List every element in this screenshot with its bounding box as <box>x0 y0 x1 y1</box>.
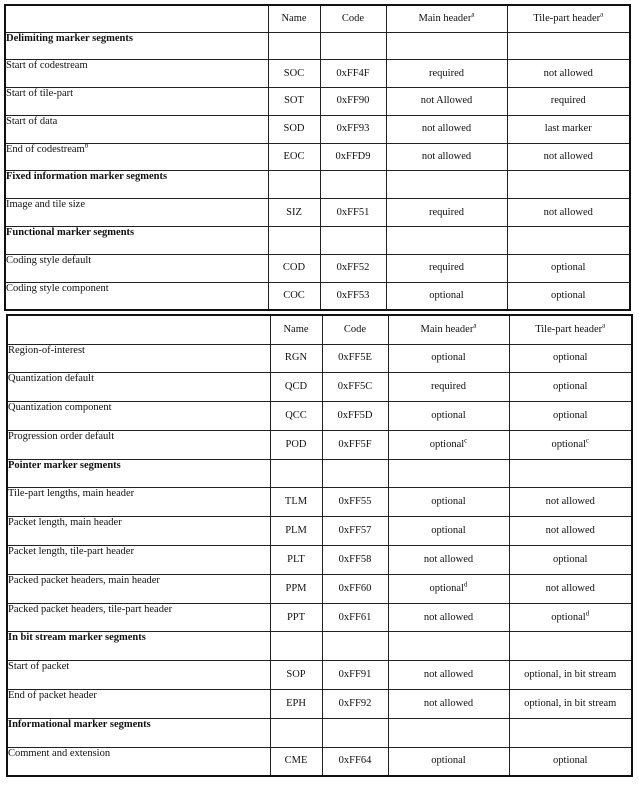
marker-segment-label <box>7 373 270 402</box>
tile-part-status <box>507 199 630 227</box>
tile-part-status-text: optional <box>553 409 588 421</box>
marker-code <box>322 517 388 546</box>
tile-part-status-text: not allowed <box>543 206 593 218</box>
tile-part-status-text: optional <box>553 352 588 364</box>
section-title <box>7 632 270 661</box>
marker-name <box>270 517 322 546</box>
empty-cell <box>322 718 388 747</box>
marker-name <box>268 60 320 88</box>
main-header-status <box>388 546 509 575</box>
header-row <box>5 5 630 32</box>
main-header-status <box>388 690 509 719</box>
empty-cell <box>388 459 509 488</box>
marker-name-text: PLT <box>287 553 305 565</box>
footnote-mark: d <box>585 609 590 618</box>
marker-name <box>270 603 322 632</box>
main-header-status <box>388 747 509 776</box>
tile-part-status-text: optional, in bit stream <box>524 697 617 709</box>
tile-part-status-text: optional <box>551 438 586 450</box>
main-header-status-text: optional <box>431 409 466 421</box>
empty-cell <box>268 171 320 199</box>
empty-cell <box>320 171 386 199</box>
marker-name <box>270 402 322 431</box>
main-header-status <box>386 88 507 116</box>
marker-name <box>268 143 320 171</box>
table-row <box>5 282 630 310</box>
marker-code-text: 0xFF60 <box>338 582 372 594</box>
main-header-status-text: optional <box>431 525 466 537</box>
tile-part-status-text: not allowed <box>545 496 595 508</box>
marker-code-text: 0xFF57 <box>338 525 372 537</box>
marker-code-text: 0xFF5F <box>338 438 372 450</box>
marker-code <box>322 402 388 431</box>
tile-part-status <box>509 344 632 373</box>
marker-code <box>322 747 388 776</box>
footnote-mark: c <box>585 436 590 445</box>
main-header-status-text: required <box>429 67 464 79</box>
main-header-status <box>386 115 507 143</box>
marker-name <box>270 430 322 459</box>
marker-segment-label-text: Progression order default <box>8 430 115 442</box>
table-row <box>5 254 630 282</box>
footnote-mark: a <box>602 321 606 330</box>
table-row <box>7 546 632 575</box>
marker-segment-label <box>5 254 268 282</box>
marker-code <box>322 373 388 402</box>
header-name: Name <box>268 5 320 32</box>
marker-segment-label <box>7 430 270 459</box>
marker-code <box>322 574 388 603</box>
table-row <box>5 88 630 116</box>
tile-part-status-text: optional <box>551 262 586 274</box>
marker-segment-label-text: Packet length, tile-part header <box>8 546 134 558</box>
empty-cell <box>388 632 509 661</box>
main-header-status <box>388 430 509 459</box>
main-header-status <box>388 517 509 546</box>
marker-segment-label-text: Packet length, main header <box>8 517 122 529</box>
tile-part-status-text: required <box>550 95 586 107</box>
marker-code-text: 0xFF5E <box>338 352 372 364</box>
main-header-status-text: not allowed <box>423 669 474 681</box>
empty-cell <box>386 171 507 199</box>
tile-part-status-text: optional <box>551 289 586 301</box>
empty-cell <box>268 32 320 60</box>
marker-segment-label-text: Quantization component <box>8 402 112 414</box>
marker-code-text: 0xFF4F <box>336 67 370 79</box>
marker-segment-label-text: End of packet header <box>8 690 97 702</box>
marker-name-text: SIZ <box>286 206 302 218</box>
tile-part-status <box>509 546 632 575</box>
marker-segment-label-text: Start of packet <box>8 661 70 673</box>
marker-name-text: EPH <box>286 697 306 709</box>
empty-cell <box>507 171 630 199</box>
marker-code-text: 0xFF90 <box>336 95 370 107</box>
tile-part-status-text: optional <box>553 553 588 565</box>
main-header-status <box>386 143 507 171</box>
header-tile-part: Tile-part header$^a$ <box>509 315 632 344</box>
tile-part-status <box>507 282 630 310</box>
empty-cell <box>509 459 632 488</box>
marker-segment-label-text: Start of tile-part <box>6 88 74 100</box>
main-header-status <box>386 199 507 227</box>
tile-part-status <box>509 603 632 632</box>
marker-name <box>270 344 322 373</box>
marker-name-text: CME <box>284 755 308 767</box>
marker-code-text: 0xFF92 <box>338 697 372 709</box>
main-header-status-text: not allowed <box>423 611 474 623</box>
empty-cell <box>320 32 386 60</box>
main-header-status-text: optional <box>429 582 464 594</box>
marker-name <box>270 661 322 690</box>
marker-name-text: QCD <box>284 381 308 393</box>
section-title-text: In bit stream marker segments <box>8 632 146 644</box>
marker-segment-label-text: Coding style component <box>6 282 109 294</box>
empty-cell <box>322 459 388 488</box>
tile-part-status <box>509 373 632 402</box>
marker-code-text: 0xFF52 <box>336 262 370 274</box>
section-row <box>7 718 632 747</box>
main-header-status-text: optional <box>431 352 466 364</box>
marker-segment-label <box>5 199 268 227</box>
empty-cell <box>388 718 509 747</box>
marker-name-text: SOT <box>284 95 304 107</box>
section-row <box>7 459 632 488</box>
footnote-mark: a <box>600 10 604 19</box>
marker-code <box>320 60 386 88</box>
section-row <box>5 227 630 255</box>
marker-code-text: 0xFF91 <box>338 669 372 681</box>
main-header-status <box>386 60 507 88</box>
table-row <box>7 488 632 517</box>
header-main: Main header$^a$ <box>386 5 507 32</box>
table-row <box>5 60 630 88</box>
marker-segment-label <box>7 517 270 546</box>
section-title <box>7 718 270 747</box>
tile-part-status <box>509 402 632 431</box>
empty-cell <box>320 227 386 255</box>
marker-segment-label-text: Packed packet headers, main header <box>8 574 160 586</box>
table-row <box>5 199 630 227</box>
table-row <box>7 344 632 373</box>
header-tile-part: Tile-part header$^a$ <box>507 5 630 32</box>
table-row <box>7 574 632 603</box>
marker-segment-label-text: Start of codestream <box>6 60 88 72</box>
main-header-status-text: not Allowed <box>420 95 473 107</box>
marker-code-text: 0xFF55 <box>338 496 372 508</box>
section-title-text: Fixed information marker segments <box>6 171 168 183</box>
marker-name <box>268 115 320 143</box>
main-header-status <box>388 402 509 431</box>
marker-code <box>322 344 388 373</box>
section-title <box>5 171 268 199</box>
main-header-status-text: optional <box>429 289 464 301</box>
section-title-text: Informational marker segments <box>8 718 151 730</box>
main-header-status <box>388 603 509 632</box>
marker-code-text: 0xFFD9 <box>335 151 371 163</box>
tile-part-status-text: not allowed <box>543 151 593 163</box>
header-code: Code <box>322 315 388 344</box>
section-title <box>5 227 268 255</box>
marker-code-text: 0xFF51 <box>336 206 370 218</box>
header-code: Code <box>320 5 386 32</box>
marker-segment-label <box>7 488 270 517</box>
marker-name <box>270 373 322 402</box>
marker-segment-label <box>5 88 268 116</box>
marker-table-part-2 <box>6 314 633 777</box>
marker-name-text: PPT <box>286 611 306 623</box>
marker-segment-label <box>5 282 268 310</box>
marker-name-text: SOD <box>283 123 305 135</box>
main-header-status-text: optional <box>429 438 465 450</box>
main-header-status <box>386 254 507 282</box>
marker-segment-label-text: Region-of-interest <box>8 344 85 356</box>
marker-segment-label <box>7 690 270 719</box>
section-title <box>7 459 270 488</box>
main-header-status <box>388 574 509 603</box>
tile-part-status <box>509 661 632 690</box>
tile-part-status-text: optional <box>553 755 588 767</box>
main-header-status-text: not allowed <box>421 151 472 163</box>
header-label-cell <box>7 315 270 344</box>
section-row <box>5 32 630 60</box>
marker-name <box>268 282 320 310</box>
tile-part-status <box>509 747 632 776</box>
header-row <box>7 315 632 344</box>
marker-code <box>320 88 386 116</box>
marker-code <box>320 115 386 143</box>
section-title-text: Pointer marker segments <box>8 459 121 471</box>
marker-code-text: 0xFF64 <box>338 755 372 767</box>
marker-segment-label <box>5 143 268 171</box>
marker-name <box>270 488 322 517</box>
marker-name <box>270 546 322 575</box>
tile-part-status <box>509 574 632 603</box>
marker-segment-label <box>5 60 268 88</box>
footnote-mark: a <box>471 10 475 19</box>
tile-part-status-text: not allowed <box>545 525 595 537</box>
empty-cell <box>270 718 322 747</box>
marker-segment-label-text: Start of data <box>6 115 58 127</box>
tile-part-status <box>507 115 630 143</box>
empty-cell <box>509 632 632 661</box>
table-row <box>7 402 632 431</box>
marker-name <box>270 690 322 719</box>
marker-segment-label-text: Quantization default <box>8 373 95 385</box>
marker-name-text: QCC <box>285 409 307 421</box>
marker-code <box>322 488 388 517</box>
tile-part-status <box>507 143 630 171</box>
empty-cell <box>268 227 320 255</box>
marker-name <box>268 88 320 116</box>
header-label-cell <box>5 5 268 32</box>
marker-name <box>270 747 322 776</box>
empty-cell <box>507 227 630 255</box>
marker-code <box>322 430 388 459</box>
table-row <box>5 143 630 171</box>
header-main: Main header$^a$ <box>388 315 509 344</box>
main-header-status-text: required <box>429 262 464 274</box>
footnote-mark: a <box>473 321 477 330</box>
main-header-status-text: optional <box>431 496 466 508</box>
empty-cell <box>509 718 632 747</box>
table-row <box>7 517 632 546</box>
main-header-status-text: required <box>431 381 466 393</box>
tile-part-status <box>509 517 632 546</box>
main-header-status <box>388 373 509 402</box>
marker-code <box>320 282 386 310</box>
marker-code-text: 0xFF58 <box>338 553 372 565</box>
marker-segment-label-text: Tile-part lengths, main header <box>8 488 135 500</box>
marker-name-text: COC <box>283 289 305 301</box>
main-header-status-text: not allowed <box>423 553 474 565</box>
marker-code <box>322 690 388 719</box>
main-header-status-text: required <box>429 206 464 218</box>
marker-segment-label <box>7 747 270 776</box>
marker-segment-label <box>5 115 268 143</box>
marker-code <box>322 661 388 690</box>
marker-code-text: 0xFF61 <box>338 611 372 623</box>
marker-name <box>268 254 320 282</box>
marker-segment-label <box>7 402 270 431</box>
empty-cell <box>270 632 322 661</box>
marker-code <box>322 546 388 575</box>
marker-code <box>320 199 386 227</box>
marker-name-text: PLM <box>285 525 307 537</box>
section-row <box>5 171 630 199</box>
tile-part-status-text: optional <box>553 381 588 393</box>
tile-part-status <box>507 60 630 88</box>
marker-name <box>268 199 320 227</box>
main-header-status-text: not allowed <box>421 123 472 135</box>
table-row <box>7 373 632 402</box>
section-title-text: Functional marker segments <box>6 227 135 239</box>
tile-part-status <box>509 690 632 719</box>
header-name: Name <box>270 315 322 344</box>
marker-name-text: RGN <box>284 352 308 364</box>
table-row <box>7 690 632 719</box>
empty-cell <box>386 32 507 60</box>
marker-segment-label-text: Image and tile size <box>6 199 86 211</box>
main-header-status-text: not allowed <box>423 697 474 709</box>
footnote-mark: c <box>464 436 468 445</box>
table-row <box>7 430 632 459</box>
marker-segment-label <box>7 344 270 373</box>
table-row <box>7 603 632 632</box>
main-header-status <box>388 661 509 690</box>
main-header-status <box>388 344 509 373</box>
marker-segment-label-text: Packed packet headers, tile-part header <box>8 603 173 615</box>
table-row <box>5 115 630 143</box>
main-header-status <box>386 282 507 310</box>
marker-segment-label <box>7 546 270 575</box>
footnote-mark: b <box>84 143 89 150</box>
tile-part-status-text: optional, in bit stream <box>524 669 617 681</box>
marker-name-text: TLM <box>284 496 308 508</box>
tile-part-status <box>509 488 632 517</box>
marker-name-text: PPM <box>285 582 307 594</box>
empty-cell <box>386 227 507 255</box>
marker-segment-label <box>7 574 270 603</box>
marker-code <box>322 603 388 632</box>
marker-segment-label <box>7 661 270 690</box>
tile-part-status <box>507 88 630 116</box>
tile-part-status-text: optional <box>551 611 586 623</box>
empty-cell <box>270 459 322 488</box>
marker-segment-label-text: End of codestream <box>6 143 85 155</box>
footnote-mark: d <box>463 580 468 589</box>
marker-name-text: EOC <box>283 151 305 163</box>
marker-segment-label-text: Comment and extension <box>8 747 111 759</box>
marker-code-text: 0xFF93 <box>336 123 370 135</box>
section-title-text: Delimiting marker segments <box>6 32 133 44</box>
section-row <box>7 632 632 661</box>
table-row <box>7 747 632 776</box>
main-header-status-text: optional <box>431 755 466 767</box>
marker-segment-label-text: Coding style default <box>6 254 92 266</box>
empty-cell <box>322 632 388 661</box>
marker-code-text: 0xFF5C <box>337 381 373 393</box>
tile-part-status <box>509 430 632 459</box>
table-row <box>7 661 632 690</box>
marker-name-text: SOP <box>286 669 306 681</box>
marker-name-text: SOC <box>283 67 305 79</box>
marker-name <box>270 574 322 603</box>
marker-name-text: COD <box>282 262 306 274</box>
tile-part-status-text: not allowed <box>543 67 593 79</box>
tile-part-status-text: last marker <box>544 123 592 135</box>
marker-code-text: 0xFF5D <box>337 409 373 421</box>
tile-part-status <box>507 254 630 282</box>
main-header-status <box>388 488 509 517</box>
marker-table-part-1 <box>4 4 631 311</box>
marker-code-text: 0xFF53 <box>336 289 370 301</box>
section-title <box>5 32 268 60</box>
marker-code <box>320 143 386 171</box>
marker-segment-label <box>7 603 270 632</box>
tile-part-status-text: not allowed <box>545 582 595 594</box>
empty-cell <box>507 32 630 60</box>
marker-code <box>320 254 386 282</box>
marker-name-text: POD <box>285 438 307 450</box>
